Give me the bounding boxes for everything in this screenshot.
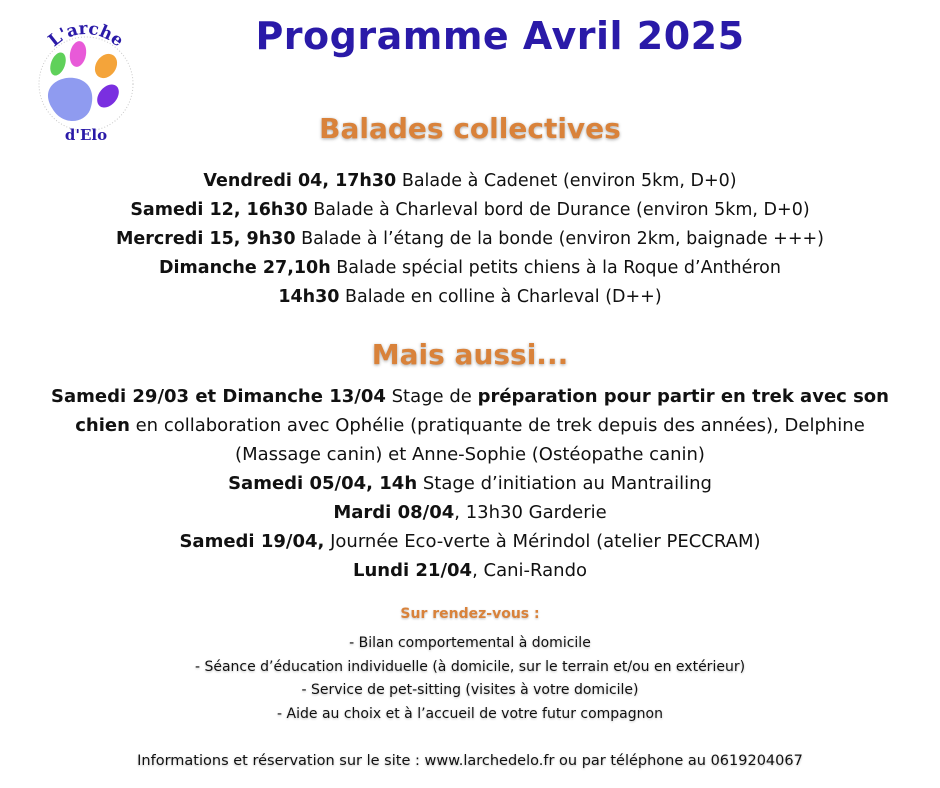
logo-bottom-text: d'Elo bbox=[64, 126, 108, 144]
list-item: Samedi 12, 16h30 Balade à Charleval bord de Durance (environ 5km, D+0) bbox=[130, 200, 810, 220]
balades-heading: Balades collectives bbox=[319, 112, 621, 145]
list-item: Lundi 21/04, Cani-Rando bbox=[352, 560, 588, 581]
list-item: Samedi 19/04, Journée Eco-verte à Mérindol (atelier PECCRAM) bbox=[179, 531, 761, 552]
list-item: Vendredi 04, 17h30 Balade à Cadenet (environ 5km, D+0) bbox=[203, 171, 737, 191]
list-item: - Séance d’éducation individuelle (à domicile, sur le terrain et/ou en extérieur) bbox=[194, 658, 746, 675]
list-item: 14h30 Balade en colline à Charleval (D++) bbox=[278, 287, 662, 307]
list-item: - Service de pet-sitting (visites à votre domicile) bbox=[301, 682, 639, 698]
rdv-list bbox=[0, 632, 940, 726]
list-item: Samedi 05/04, 14h Stage d’initiation au Mantrailing bbox=[228, 473, 712, 494]
rdv-heading: Sur rendez-vous : bbox=[400, 606, 540, 622]
page-title: Programme Avril 2025 bbox=[255, 14, 745, 58]
list-item: Mercredi 15, 9h30 Balade à l’étang de la bonde (environ 2km, baignade +++) bbox=[116, 229, 824, 249]
balades-list bbox=[40, 167, 900, 312]
contact-footer: Informations et réservation sur le site : www.larchedelo.fr ou par téléphone au 0619204067 bbox=[137, 753, 803, 769]
list-item: Mardi 08/04, 13h30 Garderie bbox=[333, 502, 607, 523]
list-item: - Bilan comportemental à domicile bbox=[349, 635, 591, 651]
list-item: - Aide au choix et à l’accueil de votre futur compagnon bbox=[277, 705, 663, 722]
logo-top-text: L'arche bbox=[44, 18, 128, 52]
aussi-list bbox=[40, 382, 900, 585]
aussi-heading: Mais aussi... bbox=[371, 338, 569, 371]
list-item: Dimanche 27,10h Balade spécial petits chiens à la Roque d’Anthéron bbox=[159, 258, 781, 278]
stage-trek-item: Samedi 29/03 et Dimanche 13/04 Stage de préparation pour partir en trek avec son chien en collaboration avec Ophélie (pratiquante de trek depuis des années), Delphine (Massage canin) et Anne-Sophie (Ostéopathe canin) bbox=[51, 386, 889, 465]
